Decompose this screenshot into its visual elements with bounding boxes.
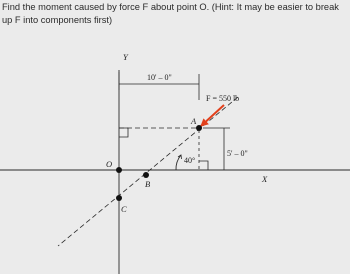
- force-label: F = 550 lb: [206, 94, 240, 103]
- diagonal-line-abc: [58, 97, 238, 246]
- point-a-dot: [196, 125, 202, 131]
- point-b-label: B: [145, 179, 151, 189]
- horizontal-dimension-label: 10' – 0": [147, 73, 172, 82]
- vertical-dimension-label: 5' – 0": [227, 149, 248, 158]
- point-o-label: O: [106, 159, 113, 169]
- x-axis-label: X: [262, 174, 268, 184]
- y-axis-label: Y: [123, 52, 128, 62]
- angle-arc: [176, 155, 181, 170]
- right-angle-marker-x: [199, 161, 208, 170]
- angle-label: 40°: [184, 156, 196, 165]
- force-arrow: [201, 105, 224, 126]
- point-o-dot: [116, 167, 122, 173]
- point-c-dot: [116, 195, 122, 201]
- point-c-label: C: [121, 204, 127, 214]
- question-text: Find the moment caused by force F about point O. (Hint: It may be easier to break up F into components first): [2, 2, 339, 25]
- point-a-label: A: [191, 116, 197, 126]
- point-b-dot: [143, 172, 149, 178]
- right-angle-marker-y: [119, 128, 128, 137]
